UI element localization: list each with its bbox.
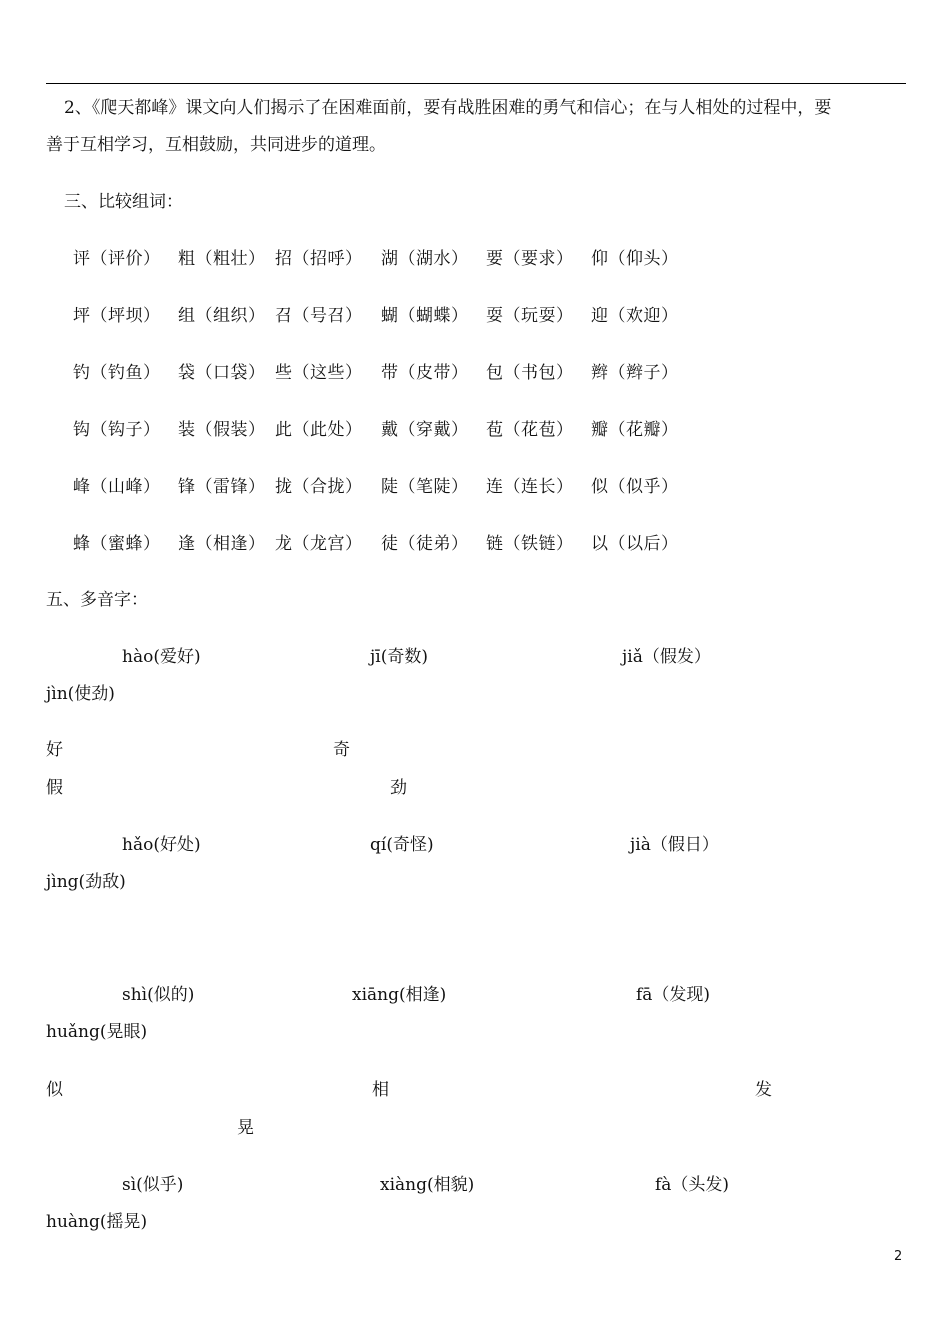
compare-word-cell: 此（此处） <box>275 420 363 440</box>
polyphone-char: 发 <box>755 1080 772 1100</box>
compare-word-cell: 迎（欢迎） <box>591 306 679 326</box>
compare-word-cell: 耍（玩耍） <box>486 306 574 326</box>
polyphone-char: 奇 <box>333 740 350 760</box>
pinyin-item: qí(奇怪) <box>370 835 434 855</box>
compare-word-cell: 戴（穿戴） <box>381 420 469 440</box>
pinyin-item: jiǎ（假发） <box>622 647 711 667</box>
compare-word-cell: 坪（坪坝） <box>73 306 161 326</box>
compare-word-cell: 苞（花苞） <box>486 420 574 440</box>
compare-word-cell: 包（书包） <box>486 363 574 383</box>
compare-word-cell: 钩（钩子） <box>73 420 161 440</box>
pinyin-item: hǎo(好处) <box>122 835 201 855</box>
pinyin-item: jìn(使劲) <box>46 684 115 704</box>
compare-word-cell: 仰（仰头） <box>591 249 679 269</box>
polyphone-char: 好 <box>46 740 63 760</box>
pinyin-item: huǎng(晃眼) <box>46 1022 148 1042</box>
compare-word-cell: 召（号召） <box>275 306 363 326</box>
compare-word-cell: 逢（相逢） <box>178 534 266 554</box>
compare-word-cell: 评（评价） <box>73 249 161 269</box>
pinyin-item: fā（发现) <box>636 985 711 1005</box>
compare-word-cell: 陡（笔陡） <box>381 477 469 497</box>
pinyin-item: sì(似乎) <box>122 1175 184 1195</box>
polyphone-char: 晃 <box>237 1118 254 1138</box>
paragraph-line-1: 2、《爬天都峰》课文向人们揭示了在困难面前，要有战胜困难的勇气和信心；在与人相处的过程中，要 <box>64 98 832 118</box>
paragraph-line-2: 善于互相学习，互相鼓励，共同进步的道理。 <box>46 135 386 155</box>
compare-word-cell: 组（组织） <box>178 306 266 326</box>
compare-word-cell: 带（皮带） <box>381 363 469 383</box>
section-3-title: 三、比较组词： <box>64 192 183 212</box>
polyphone-char: 似 <box>46 1080 63 1100</box>
page-number: 2 <box>894 1249 903 1264</box>
pinyin-item: shì(似的) <box>122 985 195 1005</box>
section-5-title: 五、多音字： <box>46 590 148 610</box>
compare-word-cell: 钓（钓鱼） <box>73 363 161 383</box>
polyphone-char: 相 <box>372 1080 389 1100</box>
pinyin-item: xiàng(相貌) <box>380 1175 475 1195</box>
compare-word-cell: 拢（合拢） <box>275 477 363 497</box>
compare-word-cell: 蝴（蝴蝶） <box>381 306 469 326</box>
compare-word-cell: 招（招呼） <box>275 249 363 269</box>
compare-word-cell: 徒（徒弟） <box>381 534 469 554</box>
pinyin-item: jìng(劲敌) <box>46 872 126 892</box>
compare-word-cell: 峰（山峰） <box>73 477 161 497</box>
pinyin-item: xiāng(相逢) <box>352 985 447 1005</box>
compare-word-cell: 袋（口袋） <box>178 363 266 383</box>
compare-word-cell: 锋（雷锋） <box>178 477 266 497</box>
polyphone-char: 劲 <box>390 778 407 798</box>
compare-word-cell: 连（连长） <box>486 477 574 497</box>
compare-word-cell: 要（要求） <box>486 249 574 269</box>
compare-word-cell: 龙（龙宫） <box>275 534 363 554</box>
compare-word-cell: 装（假装） <box>178 420 266 440</box>
compare-word-cell: 似（似乎） <box>591 477 679 497</box>
polyphone-char: 假 <box>46 778 63 798</box>
compare-word-cell: 链（铁链） <box>486 534 574 554</box>
compare-word-cell: 瓣（花瓣） <box>591 420 679 440</box>
pinyin-item: hào(爱好) <box>122 647 201 667</box>
compare-word-cell: 蜂（蜜蜂） <box>73 534 161 554</box>
compare-word-cell: 粗（粗壮） <box>178 249 266 269</box>
pinyin-item: huàng(摇晃) <box>46 1212 148 1232</box>
compare-word-cell: 湖（湖水） <box>381 249 469 269</box>
compare-word-cell: 些（这些） <box>275 363 363 383</box>
compare-word-cell: 以（以后） <box>591 534 679 554</box>
pinyin-item: jī(奇数) <box>370 647 428 667</box>
header-rule <box>46 83 906 84</box>
compare-word-cell: 辫（辫子） <box>591 363 679 383</box>
pinyin-item: jià（假日） <box>630 835 719 855</box>
pinyin-item: fà（头发) <box>655 1175 730 1195</box>
